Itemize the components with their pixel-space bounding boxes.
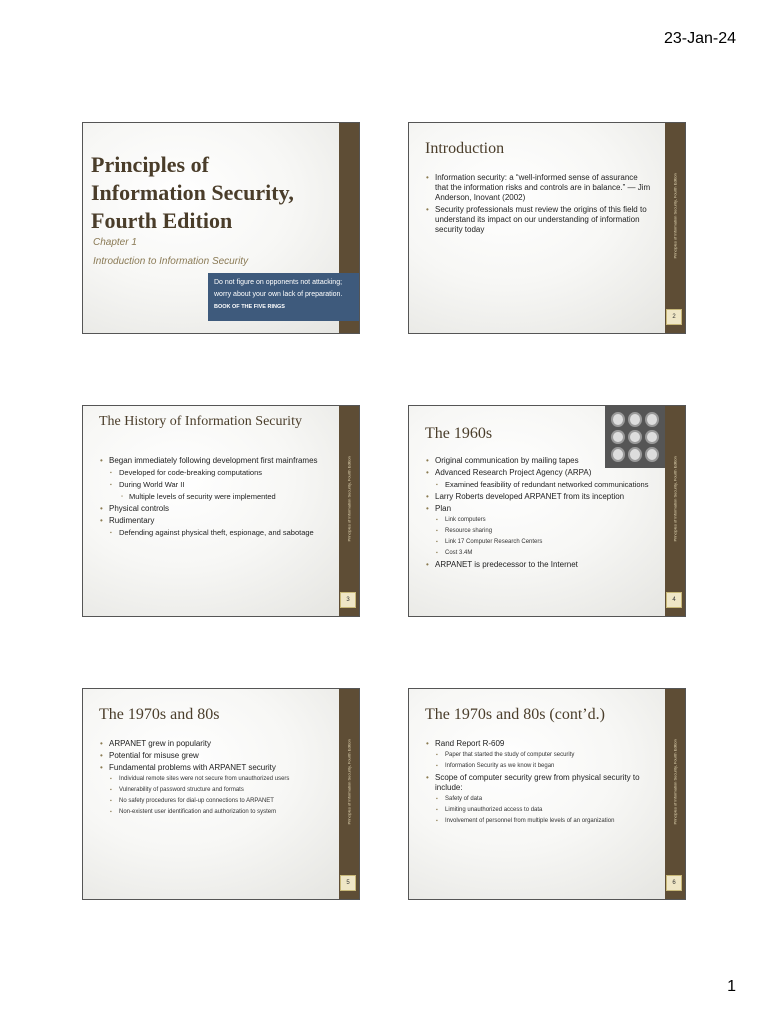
list-item: ▪ Link computers	[425, 516, 653, 525]
list-item: ▪ Developed for code-breaking computations	[99, 468, 327, 478]
quote-box	[208, 273, 360, 321]
list-item: ▫ Multiple levels of security were implemented	[99, 492, 327, 502]
list-item: • ARPANET grew in popularity	[99, 739, 327, 749]
slide-number: 3	[340, 592, 356, 608]
slide-footer: Principles of Information Security, Fourth Edition	[672, 172, 678, 258]
list-item: ▪ Limiting unauthorized access to data	[425, 806, 653, 815]
slide-5-1970s	[82, 688, 360, 900]
slide-1-title	[82, 122, 360, 334]
slide-title: The 1970s and 80s (cont’d.)	[425, 706, 605, 723]
list-item: • Physical controls	[99, 504, 327, 514]
list-item: ▪ Defending against physical theft, espionage, and sabotage	[99, 528, 327, 538]
slide-number: 4	[666, 592, 682, 608]
list-item: ▪ Examined feasibility of redundant networked communications	[425, 480, 653, 490]
bullet-list	[99, 456, 327, 540]
bullet-list	[425, 456, 653, 572]
list-item: • Rudimentary	[99, 516, 327, 526]
slide-title: The 1960s	[425, 425, 493, 442]
list-item: ▪ Non-existent user identification and authorization to system	[99, 808, 327, 817]
slide-number: 2	[666, 309, 682, 325]
slide-title: The History of Information Security	[99, 414, 302, 429]
list-item: ▪ Individual remote sites were not secure from unauthorized users	[99, 775, 327, 784]
list-item: ▪ Link 17 Computer Research Centers	[425, 538, 653, 547]
deck-subtitle: Introduction to Information Security	[93, 256, 249, 267]
list-item: ▪ During World War II	[99, 480, 327, 490]
deck-title: Principles of Information Security, Fourth Edition	[91, 152, 294, 233]
quote-source: BOOK OF THE FIVE RINGS	[214, 304, 285, 310]
slide-number: 6	[666, 875, 682, 891]
list-item: ▪ Paper that started the study of computer security	[425, 751, 653, 760]
list-item: ▪ No safety procedures for dial-up connections to ARPANET	[99, 797, 327, 806]
list-item: ▪ Safety of data	[425, 795, 653, 804]
list-item: ▪ Information Security as we know it began	[425, 762, 653, 771]
slide-4-1960s	[408, 405, 686, 617]
list-item: • Scope of computer security grew from physical security to include:	[425, 773, 653, 793]
list-item: • Original communication by mailing tapes	[425, 456, 653, 466]
list-item: ▪ Involvement of personnel from multiple levels of an organization	[425, 817, 653, 826]
quote-text: Do not figure on opponents not attacking; worry about your own lack of preparation.	[214, 279, 343, 298]
chapter-label: Chapter 1	[93, 237, 137, 248]
slide-2-introduction	[408, 122, 686, 334]
list-item: • ARPANET is predecessor to the Internet	[425, 560, 653, 570]
slide-3-history	[82, 405, 360, 617]
slide-title: The 1970s and 80s	[99, 706, 220, 723]
print-date: 23-Jan-24	[663, 30, 736, 47]
page-number: 1	[727, 978, 736, 995]
slide-number: 5	[340, 875, 356, 891]
list-item: • Information security: a “well-informed sense of assurance that the information risks and controls are in balance.” — Jim Anderson, Inovant (2002)	[425, 173, 653, 203]
bullet-list	[99, 739, 327, 819]
list-item: • Fundamental problems with ARPANET security	[99, 763, 327, 773]
slide-title: Introduction	[425, 140, 505, 157]
list-item: ▪ Resource sharing	[425, 527, 653, 536]
slide-footer: Principles of Information Security, Fourth Edition	[672, 455, 678, 541]
list-item: ▪ Vulnerability of password structure and formats	[99, 786, 327, 795]
list-item: • Rand Report R-609	[425, 739, 653, 749]
list-item: • Potential for misuse grew	[99, 751, 327, 761]
list-item: • Plan	[425, 504, 653, 514]
list-item: • Security professionals must review the origins of this field to understand its impact on our understanding of information security today	[425, 205, 653, 235]
list-item: • Larry Roberts developed ARPANET from its inception	[425, 492, 653, 502]
bullet-list	[425, 173, 653, 237]
bullet-list	[425, 739, 653, 828]
slide-6-1970s-contd	[408, 688, 686, 900]
slide-footer: Principles of Information Security, Fourth Edition	[672, 738, 678, 824]
slide-footer: Principles of Information Security, Fourth Edition	[346, 455, 352, 541]
list-item: • Advanced Research Project Agency (ARPA)	[425, 468, 653, 478]
slide-footer: Principles of Information Security, Fourth Edition	[346, 738, 352, 824]
list-item: • Began immediately following development first mainframes	[99, 456, 327, 466]
list-item: ▪ Cost 3.4M	[425, 549, 653, 558]
